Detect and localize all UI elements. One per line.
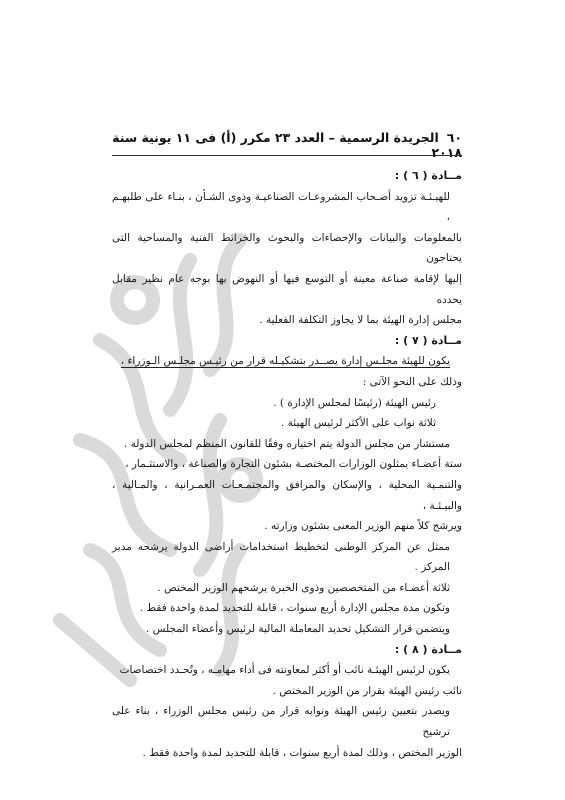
article-6-line: مجلس إدارة الهيئة بما لا يجاوز التكلفة الفعلية . (259, 314, 462, 327)
article-6-line: بالمعلومات والبيانات والإحصاءات والبحوث والخرائط الفنية والمساحية التى يحتاجون (112, 231, 462, 265)
article-7-item: ثلاثة أعضـاء من المتخصصين وذوى الخبرة يرشحهم الوزير المختص . (157, 581, 450, 594)
article-7-intro-2: وذلك على النحو الآتى : (362, 375, 462, 388)
article-6-line: إليها لإقامة صناعة معينة أو التوسع فيها أو النهوض بها بوجه عام نظير مقابل يحدده (112, 272, 462, 306)
article-7-item: رئيس الهيئة (رئيسًا لمجلس الإدارة ) . (273, 396, 436, 409)
header-divider (112, 155, 462, 156)
gazette-title: الجريدة الرسمية – العدد ٢٣ مكرر (أ) فى ١١ يونية سنة ٢٠١٨ (112, 130, 462, 160)
article-6-heading: مــادة ( ٦ ) : (394, 169, 462, 182)
article-7-para-line: ستة أعضـاء يمثلون الوزارات المختصـة بشئون التجارة والصناعة ، والاستثـمار ، (125, 458, 462, 471)
article-7-intro: يكون للهيئة مجلـس إدارة يصــدر بتشكيـله قرار من رئيـس مجلـس الـوزراء ، (120, 355, 450, 368)
article-7-item: ثلاثة نواب على الأكثر لرئيس الهيئة . (280, 417, 436, 430)
article-7-item: ممثل عن المركز الوطنى لتخطيط استخدامات أراضى الدولة يرشحه مدير المركز . (112, 540, 450, 574)
article-7-item: مستشار من مجلس الدولة يتم اختياره وفقًا للقانون المنظم لمجلس الدولة . (123, 437, 450, 450)
article-7-item: ويتضمن قرار التشكيل تحديد المعاملة المالية لرئيس وأعضاء المجلس . (145, 623, 450, 636)
article-7-para-line: والتنمـية المحلية ، والإسكان والمرافق والمجتمـعـات العمـرانية ، والمـالية ، والبيـئـة ، (112, 478, 462, 512)
article-7-para-line: ويرشح كلاً منهم الوزير المعنى بشئون وزارته . (264, 520, 462, 533)
article-8-heading: مــادة ( ٨ ) : (394, 642, 462, 656)
article-8-line: نائب رئيس الهيئة بقرار من الوزير المختص . (272, 684, 462, 697)
page-number: ٦٠ (446, 130, 462, 145)
page-header (112, 130, 462, 160)
article-8-line: يكون لرئيس الهيئـة نائب أو أكثر لمعاونته فى أداء مهامـه ، وتُحـدد اختصاصات (119, 664, 450, 677)
article-6-line: للهيـئـة تزويد أصـحاب المشروعـات الصناعيـة وذوى الشـأن ، بنـاء على طلبهـم ، (112, 190, 450, 224)
article-7-item: وتكون مدة مجلس الإدارة أربع سنوات ، قابلة للتجديد لمدة واحدة فقط . (139, 602, 450, 615)
document-body (112, 166, 462, 763)
article-8-line: الوزير المختص ، وذلك لمدة أربع سنوات ، قابلة للتجديد لمدة واحدة فقط . (142, 746, 462, 759)
article-8-line: ويصدر بتعيين رئيس الهيئة ونوابه قرار من رئيس مجلس الوزراء ، بناء على ترشيح (112, 705, 450, 739)
article-7-heading: مــادة ( ٧ ) : (394, 333, 462, 347)
